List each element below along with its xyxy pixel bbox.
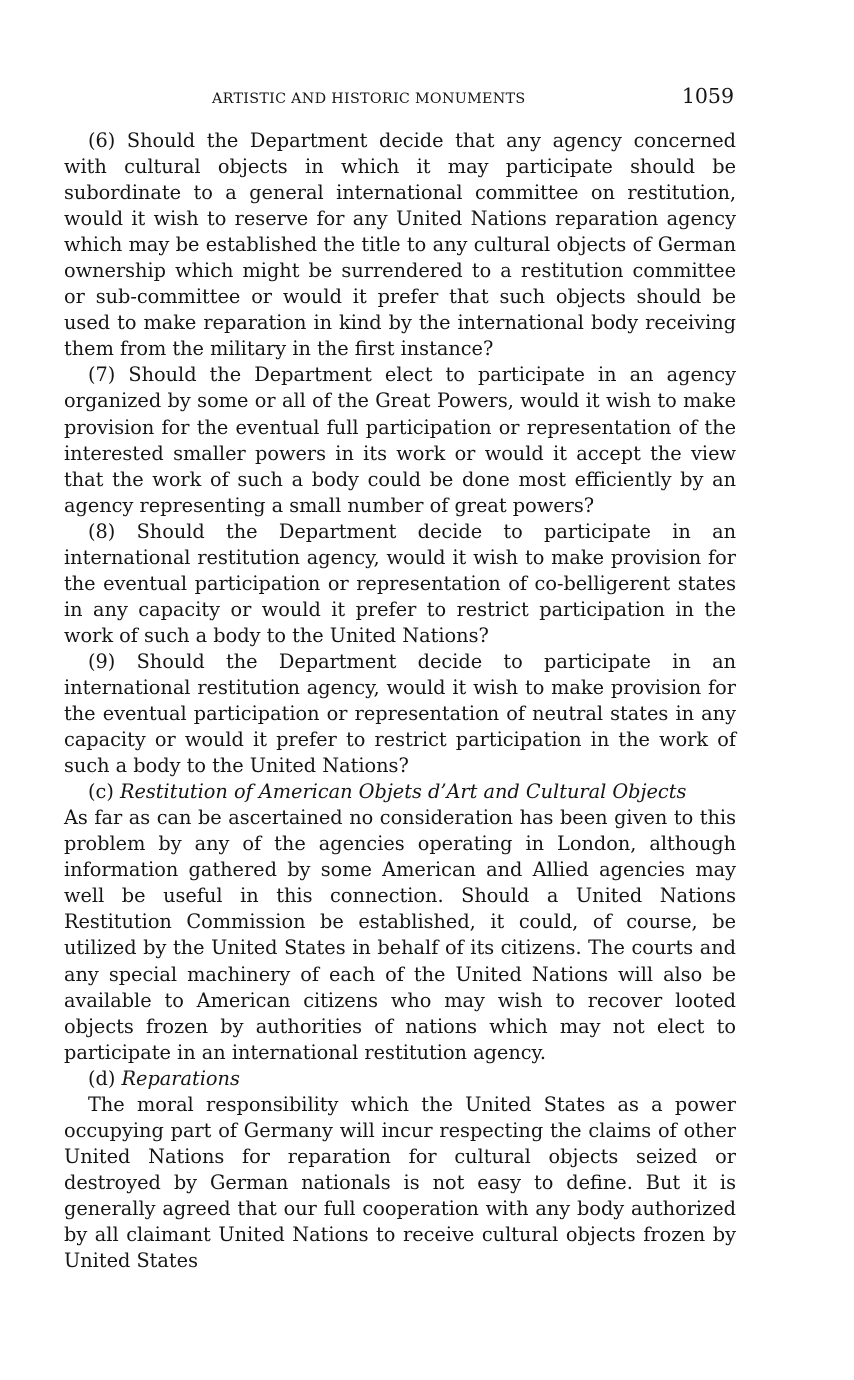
page-header: [64, 84, 736, 114]
running-head: ARTISTIC AND HISTORIC MONUMENTS: [212, 91, 526, 107]
subheading-c-label: (c): [88, 780, 114, 804]
restitution-paragraph: As far as can be ascertained no consideration has been given to this problem by any of the agencies operating in London, although information gathered by some American and Allied agencies may well be useful in this connection. Should a United Nations Restitution Commission be established, it could, of course, be utilized by the United States in behalf of its citizens. The courts and any special machinery of each of the United Nations will also be available to American citizens who may wish to recover looted objects frozen by authorities of nations which may not elect to participate in an international restitution agency.: [64, 806, 736, 1064]
question-9: (9) Should the Department decide to participate in an international restitution agency, would it wish to make provision for the eventual participation or representation of neutral states in any capacity or would it prefer to restrict participation in the work of such a body to the United Nations?: [64, 649, 736, 778]
page-body: [64, 128, 736, 1274]
page-number: 1059: [681, 84, 734, 108]
reparations-paragraph: The moral responsibility which the United States as a power occupying part of Germany will incur respecting the claims of other United Nations for reparation for cultural objects seized or destroyed by German nationals is not easy to define. But it is generally agreed that our full cooperation with any body authorized by all claimant United Nations to receive cultural objects frozen by United States: [64, 1092, 736, 1273]
question-8: (8) Should the Department decide to participate in an international restitution agency, would it wish to make provision for the eventual participation or representation of co-belligerent states in any capacity or would it prefer to restrict participation in the work of such a body to the United Nations?: [64, 519, 736, 647]
subheading-d-label: (d): [88, 1066, 116, 1090]
subheading-d-title: Reparations: [121, 1066, 240, 1090]
subheading-d: [64, 1066, 736, 1092]
question-7: (7) Should the Department elect to participate in an agency organized by some or all of the Great Powers, would it wish to make provision for the eventual full participation or representation of the interested smaller powers in its work or would it accept the view that the work of such a body could be done most efficiently by an agency representing a small number of great powers?: [64, 363, 736, 517]
subheading-c: [64, 779, 736, 805]
subheading-c-title: Restitution of American Objets d’Art and Cultural Objects: [119, 780, 687, 804]
question-6: (6) Should the Department decide that any agency concerned with cultural objects in which it may participate should be subordinate to a general international committee on restitution, would it wish to reserve for any United Nations reparation agency which may be established the title to any cultural objects of German ownership which might be surrendered to a restitution committee or sub-committee or would it prefer that such objects should be used to make reparation in kind by the international body receiving them from the military in the first instance?: [64, 129, 736, 361]
